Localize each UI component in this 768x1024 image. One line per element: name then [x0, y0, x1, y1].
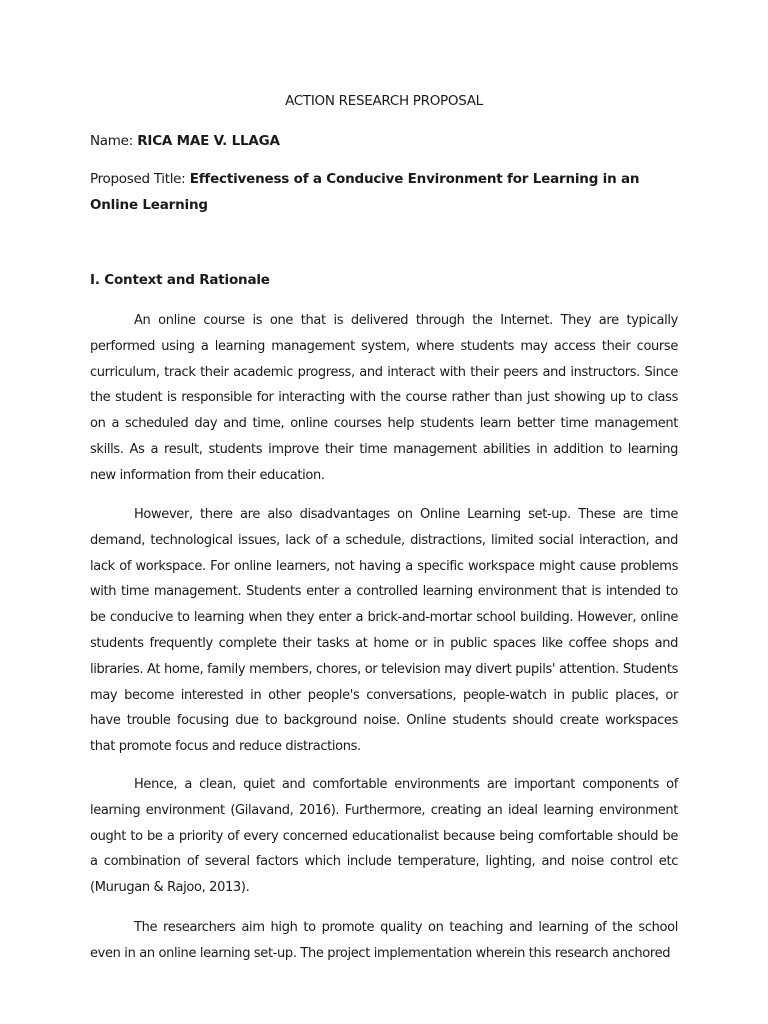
proposed-title-field [90, 166, 678, 218]
name-value: RICA MAE V. LLAGA [137, 133, 280, 149]
paragraph-2: However, there are also disadvantages on Online Learning set-up. These are time demand, technological issues, lack of a schedule, distractions, limited social interaction, and lack of workspace. For online learners, not having a specific workspace might cause problems with time management. Students enter a controlled learning environment that is intended to be conducive to learning when they enter a brick-and-mortar school building. However, online students frequently complete their tasks at home or in public spaces like coffee shops and libraries. At home, family members, chores, or television may divert pupils' attention. Students may become interested in other people's conversations, people-watch in public places, or have trouble focusing due to background noise. Online students should create workspaces that promote focus and reduce distractions. [90, 507, 678, 755]
name-field [90, 128, 678, 154]
proposed-title-value: Effectiveness of a Conducive Environment for Learning in an Online Learning [90, 171, 640, 213]
paragraph-1: An online course is one that is delivered through the Internet. They are typically performed using a learning management system, where students may access their course curriculum, track their academic progress, and interact with their peers and instructors. Since the student is responsible for interacting with the course rather than just showing up to class on a scheduled day and time, online courses help students learn better time management skills. As a result, students improve their time management abilities in addition to learning new information from their education. [90, 313, 678, 483]
section-heading: I. Context and Rationale [90, 272, 270, 288]
name-label: Name: [90, 133, 133, 149]
proposed-title-label: Proposed Title: [90, 171, 186, 187]
paragraph-3: Hence, a clean, quiet and comfortable environments are important components of learning environment (Gilavand, 2016). Furthermore, creating an ideal learning environment ought to be a priority of every concerned educationalist because being comfortable should be a combination of several factors which include temperature, lighting, and noise control etc (Murugan & Rajoo, 2013). [90, 777, 678, 896]
document-page [90, 0, 678, 1024]
paragraph-4: The researchers aim high to promote quality on teaching and learning of the school even in an online learning set-up. The project implementation wherein this research anchored [90, 920, 678, 961]
document-title: ACTION RESEARCH PROPOSAL [285, 93, 483, 109]
